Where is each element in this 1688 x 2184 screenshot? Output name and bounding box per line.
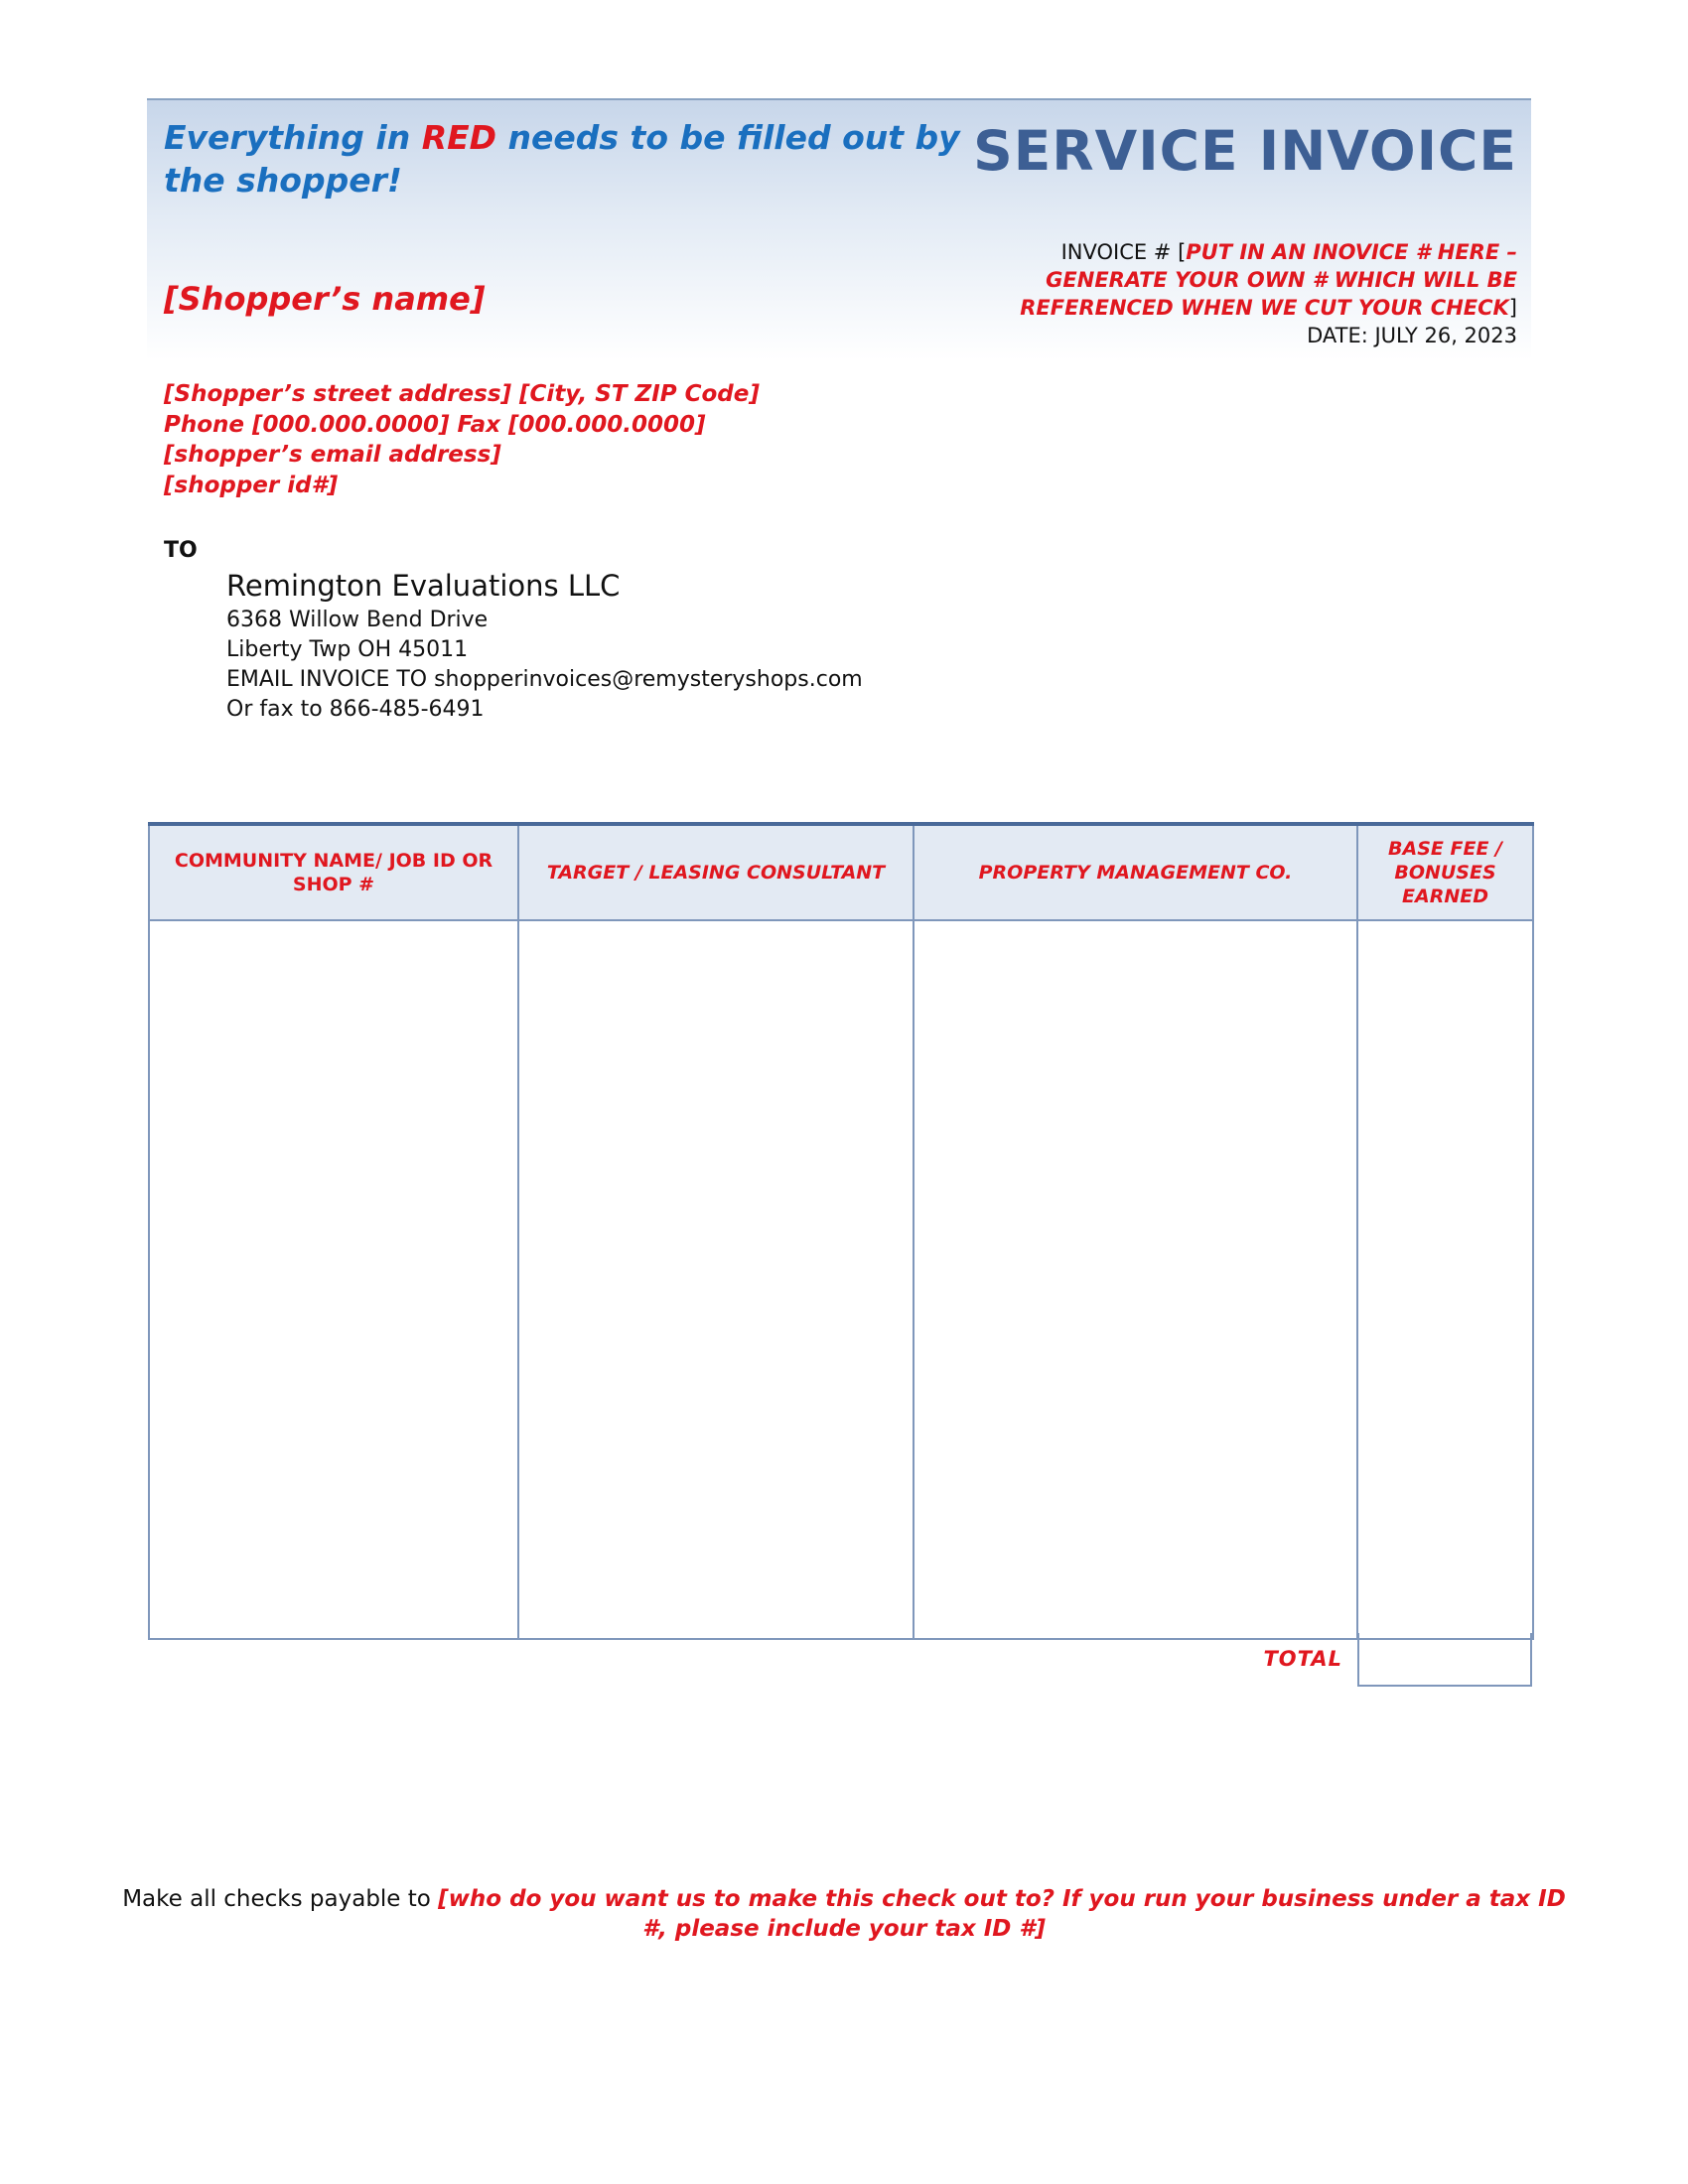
col-header-community: COMMUNITY NAME/ JOB ID OR SHOP # [149, 824, 518, 920]
intro-text-end: needs to be filled out by the shopper! [164, 118, 960, 200]
invoice-meta [1001, 238, 1517, 349]
recipient-block [226, 566, 863, 725]
total-row [148, 1633, 1532, 1687]
line-items-table [148, 822, 1534, 1640]
recipient-city: Liberty Twp OH 45011 [226, 637, 469, 662]
invoice-number-close: ] [1508, 296, 1517, 320]
payee-field[interactable]: [who do you want us to make this check out to? If you run your business under a tax ID #, please include your tax ID #] [438, 1886, 1566, 1942]
to-label: TO [164, 538, 198, 563]
invoice-number-field[interactable]: PUT IN AN INOVICE # HERE – GENERATE YOUR OWN # WHICH WILL BE REFERENCED WHEN WE CUT YOUR CHECK [1020, 240, 1517, 320]
cell-target[interactable] [518, 920, 914, 1639]
col-header-target: TARGET / LEASING CONSULTANT [518, 824, 914, 920]
intro-red-word: RED [421, 118, 497, 157]
table-row [149, 920, 1533, 1639]
recipient-name: Remington Evaluations LLC [226, 569, 621, 603]
recipient-email-line: EMAIL INVOICE TO shopperinvoices@remysteryshops.com [226, 667, 863, 692]
cell-community[interactable] [149, 920, 518, 1639]
invoice-number-label: INVOICE # [ [1060, 240, 1187, 264]
shopper-email-field[interactable]: [shopper’s email address] [164, 442, 501, 468]
shopper-address-field[interactable]: [Shopper’s street address] [City, ST ZIP Code] [164, 381, 760, 407]
col-header-base-fee: BASE FEE / BONUSES EARNED [1357, 824, 1533, 920]
shopper-phone-fax-field[interactable]: Phone [000.000.0000] Fax [000.000.0000] [164, 411, 706, 438]
cell-base-fee[interactable] [1357, 920, 1533, 1639]
table-header-row [149, 824, 1533, 920]
shopper-name-field[interactable]: [Shopper’s name] [164, 280, 486, 318]
checks-label: Make all checks payable to [122, 1886, 439, 1912]
cell-property-management[interactable] [914, 920, 1357, 1639]
shopper-id-field[interactable]: [shopper id#] [164, 472, 339, 498]
total-label: TOTAL [1263, 1647, 1342, 1671]
recipient-fax-line: Or fax to 866-485-6491 [226, 697, 485, 722]
total-amount-field[interactable] [1357, 1633, 1532, 1687]
page-title: SERVICE INVOICE [973, 119, 1517, 183]
invoice-date: DATE: JULY 26, 2023 [1307, 324, 1517, 347]
shopper-contact-block [164, 379, 760, 500]
intro-text-start: Everything in [164, 118, 422, 157]
checks-payable-note [119, 1884, 1569, 1944]
col-header-property-management: PROPERTY MANAGEMENT CO. [914, 824, 1357, 920]
instructions-note [164, 116, 998, 202]
recipient-street: 6368 Willow Bend Drive [226, 608, 489, 632]
invoice-number-line [1001, 238, 1517, 322]
